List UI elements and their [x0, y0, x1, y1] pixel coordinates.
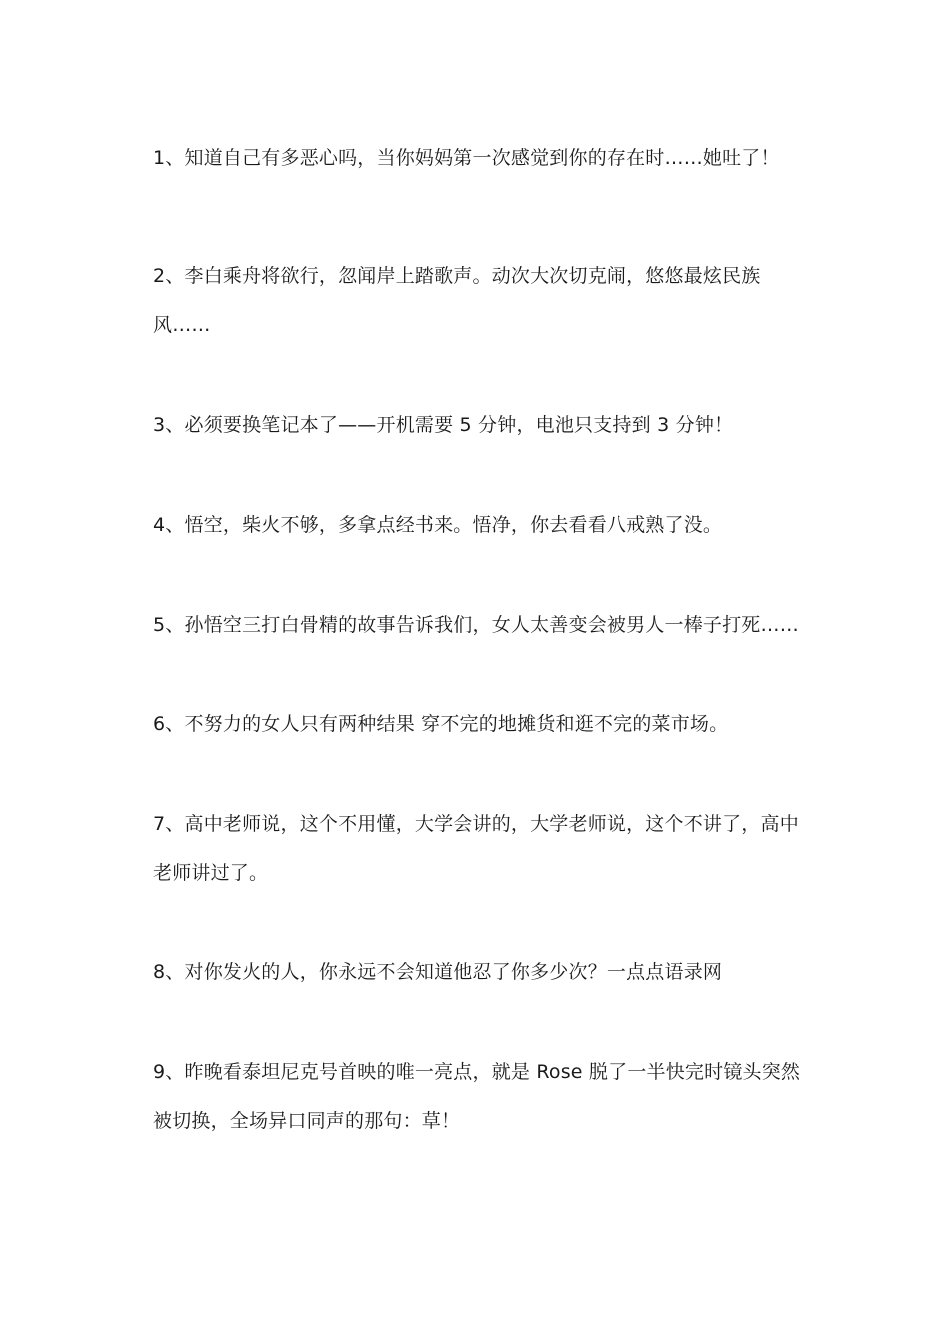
list-item: 5、孙悟空三打白骨精的故事告诉我们，女人太善变会被男人一棒子打死…… — [153, 614, 799, 636]
list-item: 8、对你发火的人，你永远不会知道他忍了你多少次？一点点语录网 — [153, 961, 723, 983]
list-item: 1、知道自己有多恶心吗，当你妈妈第一次感觉到你的存在时……她吐了！ — [153, 147, 780, 169]
list-item: 4、悟空，柴火不够，多拿点经书来。悟净，你去看看八戒熟了没。 — [153, 514, 723, 536]
list-item: 7、高中老师说，这个不用懂，大学会讲的，大学老师说，这个不讲了，高中老师讲过了。 — [153, 813, 799, 884]
list-item: 2、李白乘舟将欲行，忽闻岸上踏歌声。动次大次切克闹，悠悠最炫民族风…… — [153, 265, 761, 336]
list-item: 3、必须要换笔记本了——开机需要 5 分钟，电池只支持到 3 分钟！ — [153, 414, 734, 436]
list-item: 6、不努力的女人只有两种结果 穿不完的地摊货和逛不完的菜市场。 — [153, 713, 729, 735]
list-item: 9、昨晚看泰坦尼克号首映的唯一亮点，就是 Rose 脱了一半快完时镜头突然被切换，全场异口同声的那句：草！ — [153, 1061, 801, 1132]
